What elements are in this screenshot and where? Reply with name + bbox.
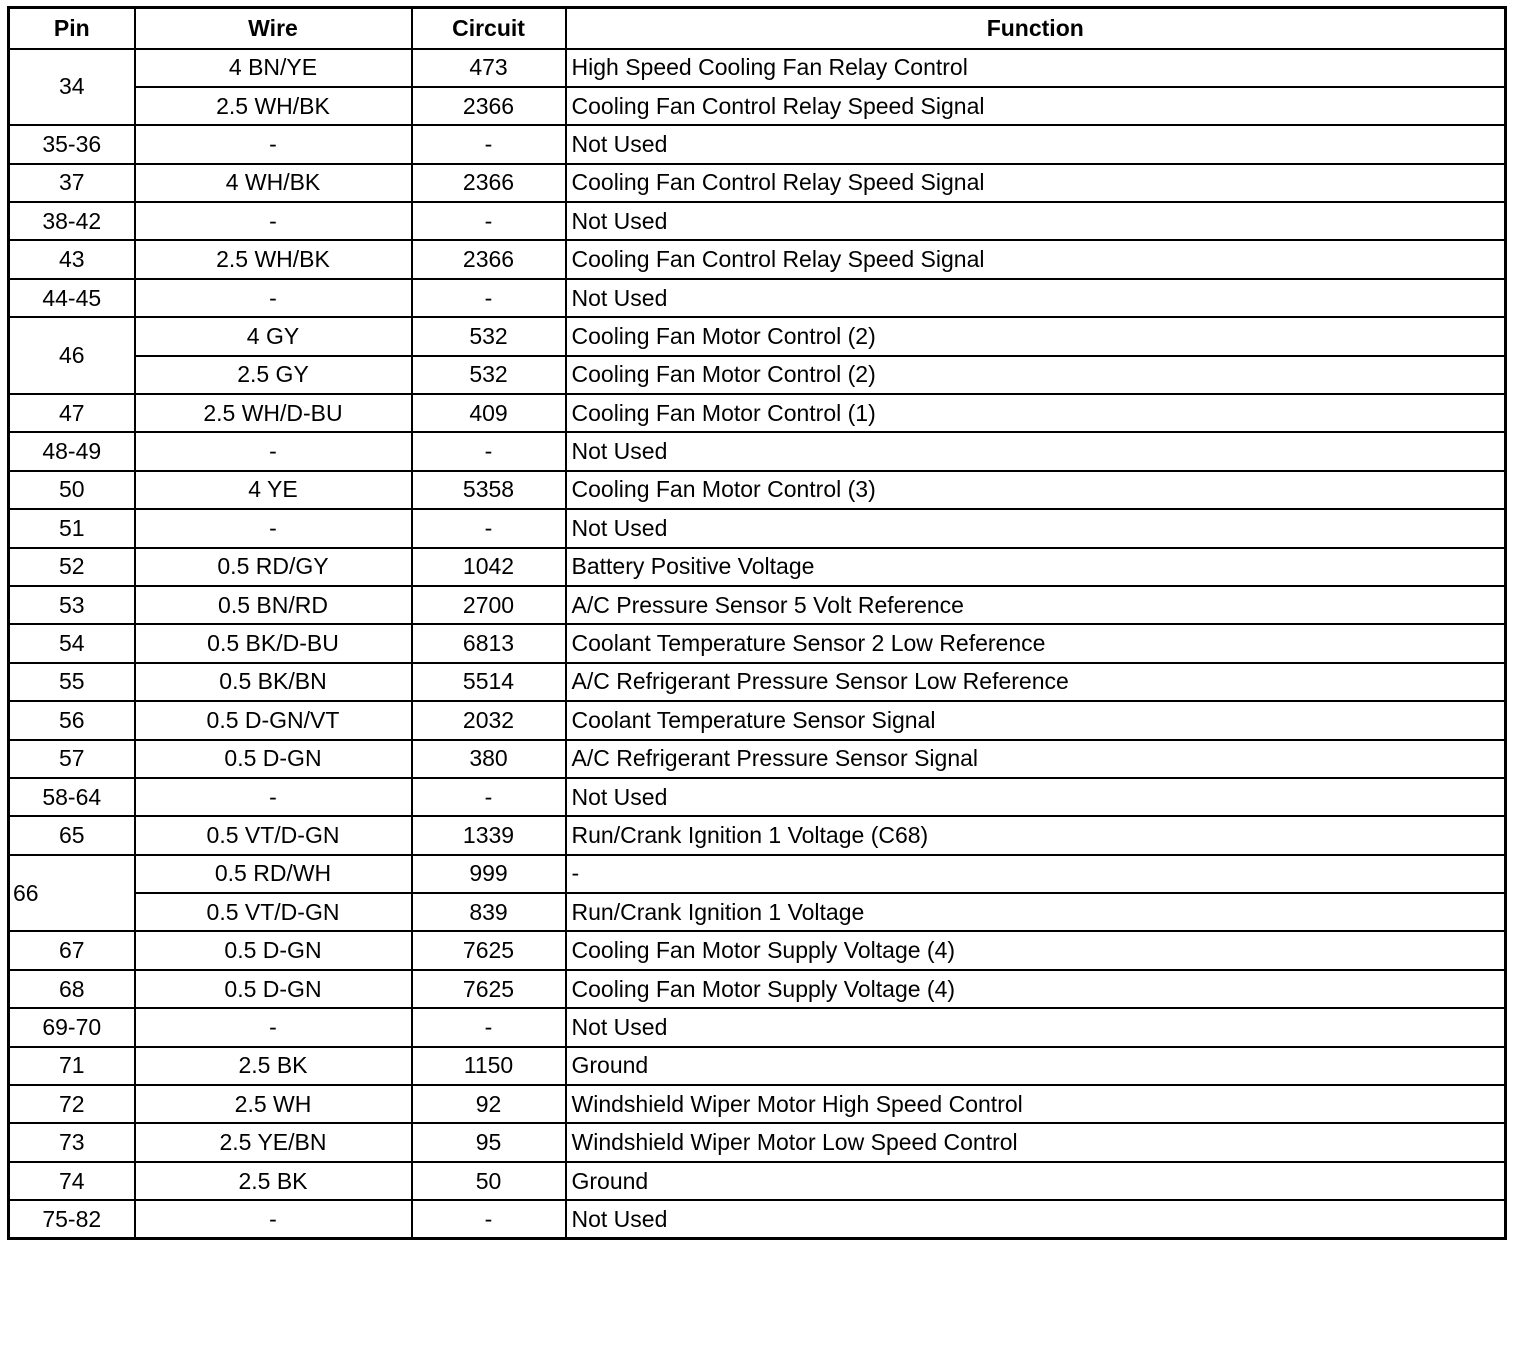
- table-row: [9, 1162, 1506, 1200]
- wire-cell: 2.5 BK: [135, 1047, 412, 1085]
- pin-cell: 46: [9, 317, 135, 394]
- circuit-cell: 1339: [412, 816, 566, 854]
- function-cell: Cooling Fan Control Relay Speed Signal: [566, 164, 1506, 202]
- pin-cell: 37: [9, 164, 135, 202]
- pin-cell: 34: [9, 49, 135, 126]
- wire-cell: 2.5 GY: [135, 356, 412, 394]
- wire-cell: 4 BN/YE: [135, 49, 412, 87]
- circuit-cell: -: [412, 1008, 566, 1046]
- table-row: [9, 279, 1506, 317]
- wire-cell: 0.5 D-GN/VT: [135, 701, 412, 739]
- wire-cell: 4 WH/BK: [135, 164, 412, 202]
- circuit-cell: 2366: [412, 164, 566, 202]
- circuit-cell: -: [412, 279, 566, 317]
- table-row: [9, 816, 1506, 854]
- function-cell: Not Used: [566, 778, 1506, 816]
- table-row: [9, 1200, 1506, 1238]
- circuit-cell: 2032: [412, 701, 566, 739]
- pin-cell: 50: [9, 471, 135, 509]
- function-cell: Not Used: [566, 1008, 1506, 1046]
- function-cell: Cooling Fan Motor Supply Voltage (4): [566, 970, 1506, 1008]
- pin-cell: 51: [9, 509, 135, 547]
- wire-cell: 2.5 WH: [135, 1085, 412, 1123]
- function-cell: Coolant Temperature Sensor 2 Low Reference: [566, 624, 1506, 662]
- pin-cell: 71: [9, 1047, 135, 1085]
- wire-cell: -: [135, 432, 412, 470]
- wire-cell: 0.5 D-GN: [135, 931, 412, 969]
- function-cell: High Speed Cooling Fan Relay Control: [566, 49, 1506, 87]
- pin-cell: 66: [9, 855, 135, 932]
- circuit-cell: 5514: [412, 663, 566, 701]
- wire-cell: 0.5 D-GN: [135, 970, 412, 1008]
- circuit-cell: 999: [412, 855, 566, 893]
- wire-cell: 4 YE: [135, 471, 412, 509]
- table-row: [9, 471, 1506, 509]
- circuit-cell: 6813: [412, 624, 566, 662]
- circuit-cell: 92: [412, 1085, 566, 1123]
- function-cell: Run/Crank Ignition 1 Voltage: [566, 893, 1506, 931]
- table-row: [9, 125, 1506, 163]
- wire-cell: -: [135, 778, 412, 816]
- function-cell: Windshield Wiper Motor High Speed Control: [566, 1085, 1506, 1123]
- pin-cell: 35-36: [9, 125, 135, 163]
- wire-cell: 2.5 WH/D-BU: [135, 394, 412, 432]
- function-cell: -: [566, 855, 1506, 893]
- circuit-cell: 7625: [412, 970, 566, 1008]
- pin-cell: 52: [9, 548, 135, 586]
- wire-cell: 0.5 VT/D-GN: [135, 893, 412, 931]
- pin-cell: 73: [9, 1123, 135, 1161]
- circuit-cell: 473: [412, 49, 566, 87]
- pin-cell: 65: [9, 816, 135, 854]
- pin-cell: 44-45: [9, 279, 135, 317]
- pin-cell: 67: [9, 931, 135, 969]
- table-row: [9, 240, 1506, 278]
- circuit-cell: -: [412, 1200, 566, 1238]
- function-cell: Not Used: [566, 1200, 1506, 1238]
- function-cell: Battery Positive Voltage: [566, 548, 1506, 586]
- table-row: [9, 586, 1506, 624]
- wire-cell: -: [135, 509, 412, 547]
- wire-cell: 0.5 D-GN: [135, 740, 412, 778]
- wire-cell: -: [135, 1008, 412, 1046]
- function-cell: Run/Crank Ignition 1 Voltage (C68): [566, 816, 1506, 854]
- circuit-cell: 5358: [412, 471, 566, 509]
- table-row: [9, 893, 1506, 931]
- table-row: [9, 931, 1506, 969]
- pin-cell: 55: [9, 663, 135, 701]
- function-cell: Not Used: [566, 279, 1506, 317]
- circuit-cell: -: [412, 432, 566, 470]
- wire-cell: 0.5 RD/WH: [135, 855, 412, 893]
- function-cell: Not Used: [566, 202, 1506, 240]
- function-cell: A/C Refrigerant Pressure Sensor Signal: [566, 740, 1506, 778]
- table-header: [9, 8, 1506, 49]
- wire-cell: 2.5 WH/BK: [135, 240, 412, 278]
- table-row: [9, 356, 1506, 394]
- wire-cell: 4 GY: [135, 317, 412, 355]
- circuit-cell: 409: [412, 394, 566, 432]
- table-row: [9, 432, 1506, 470]
- table-row: [9, 394, 1506, 432]
- pin-cell: 53: [9, 586, 135, 624]
- pin-cell: 38-42: [9, 202, 135, 240]
- function-cell: Ground: [566, 1047, 1506, 1085]
- table-row: [9, 548, 1506, 586]
- function-cell: Cooling Fan Motor Control (3): [566, 471, 1506, 509]
- connector-pinout-table: [7, 6, 1507, 1240]
- circuit-cell: -: [412, 202, 566, 240]
- table-row: [9, 1085, 1506, 1123]
- function-cell: Cooling Fan Motor Control (1): [566, 394, 1506, 432]
- table-row: [9, 778, 1506, 816]
- table-row: [9, 164, 1506, 202]
- function-cell: Cooling Fan Control Relay Speed Signal: [566, 87, 1506, 125]
- wire-cell: 0.5 BK/D-BU: [135, 624, 412, 662]
- circuit-cell: 1150: [412, 1047, 566, 1085]
- function-cell: Cooling Fan Control Relay Speed Signal: [566, 240, 1506, 278]
- table-row: [9, 701, 1506, 739]
- function-cell: Windshield Wiper Motor Low Speed Control: [566, 1123, 1506, 1161]
- function-cell: Ground: [566, 1162, 1506, 1200]
- table-row: [9, 87, 1506, 125]
- function-cell: Cooling Fan Motor Control (2): [566, 317, 1506, 355]
- wire-cell: 2.5 BK: [135, 1162, 412, 1200]
- function-cell: Cooling Fan Motor Supply Voltage (4): [566, 931, 1506, 969]
- circuit-cell: 50: [412, 1162, 566, 1200]
- function-cell: A/C Refrigerant Pressure Sensor Low Reference: [566, 663, 1506, 701]
- wire-cell: 2.5 YE/BN: [135, 1123, 412, 1161]
- circuit-cell: 839: [412, 893, 566, 931]
- header-wire: Wire: [135, 8, 412, 49]
- table-row: [9, 49, 1506, 87]
- circuit-cell: 532: [412, 356, 566, 394]
- wire-cell: 2.5 WH/BK: [135, 87, 412, 125]
- header-pin: Pin: [9, 8, 135, 49]
- pin-cell: 56: [9, 701, 135, 739]
- table-row: [9, 317, 1506, 355]
- pin-cell: 54: [9, 624, 135, 662]
- pin-cell: 57: [9, 740, 135, 778]
- wire-cell: 0.5 VT/D-GN: [135, 816, 412, 854]
- circuit-cell: 2700: [412, 586, 566, 624]
- pin-cell: 74: [9, 1162, 135, 1200]
- pin-cell: 48-49: [9, 432, 135, 470]
- circuit-cell: 95: [412, 1123, 566, 1161]
- table-row: [9, 1123, 1506, 1161]
- table-row: [9, 970, 1506, 1008]
- pin-cell: 75-82: [9, 1200, 135, 1238]
- wire-cell: -: [135, 125, 412, 163]
- pin-cell: 47: [9, 394, 135, 432]
- wire-cell: -: [135, 1200, 412, 1238]
- pin-cell: 68: [9, 970, 135, 1008]
- function-cell: Not Used: [566, 509, 1506, 547]
- circuit-cell: 2366: [412, 240, 566, 278]
- table-row: [9, 855, 1506, 893]
- table-row: [9, 624, 1506, 662]
- pin-cell: 72: [9, 1085, 135, 1123]
- circuit-cell: -: [412, 778, 566, 816]
- function-cell: Not Used: [566, 432, 1506, 470]
- table-row: [9, 1047, 1506, 1085]
- pin-cell: 43: [9, 240, 135, 278]
- circuit-cell: 1042: [412, 548, 566, 586]
- table-row: [9, 509, 1506, 547]
- function-cell: Cooling Fan Motor Control (2): [566, 356, 1506, 394]
- function-cell: A/C Pressure Sensor 5 Volt Reference: [566, 586, 1506, 624]
- wire-cell: 0.5 RD/GY: [135, 548, 412, 586]
- header-row: [9, 8, 1506, 49]
- circuit-cell: -: [412, 125, 566, 163]
- header-function: Function: [566, 8, 1506, 49]
- wire-cell: -: [135, 202, 412, 240]
- table-row: [9, 1008, 1506, 1046]
- pin-cell: 58-64: [9, 778, 135, 816]
- function-cell: Coolant Temperature Sensor Signal: [566, 701, 1506, 739]
- wire-cell: 0.5 BK/BN: [135, 663, 412, 701]
- header-circuit: Circuit: [412, 8, 566, 49]
- circuit-cell: -: [412, 509, 566, 547]
- wire-cell: 0.5 BN/RD: [135, 586, 412, 624]
- circuit-cell: 7625: [412, 931, 566, 969]
- wire-cell: -: [135, 279, 412, 317]
- circuit-cell: 380: [412, 740, 566, 778]
- table-row: [9, 202, 1506, 240]
- table-body: [9, 49, 1506, 1239]
- circuit-cell: 2366: [412, 87, 566, 125]
- table-row: [9, 740, 1506, 778]
- pin-cell: 69-70: [9, 1008, 135, 1046]
- function-cell: Not Used: [566, 125, 1506, 163]
- table-row: [9, 663, 1506, 701]
- circuit-cell: 532: [412, 317, 566, 355]
